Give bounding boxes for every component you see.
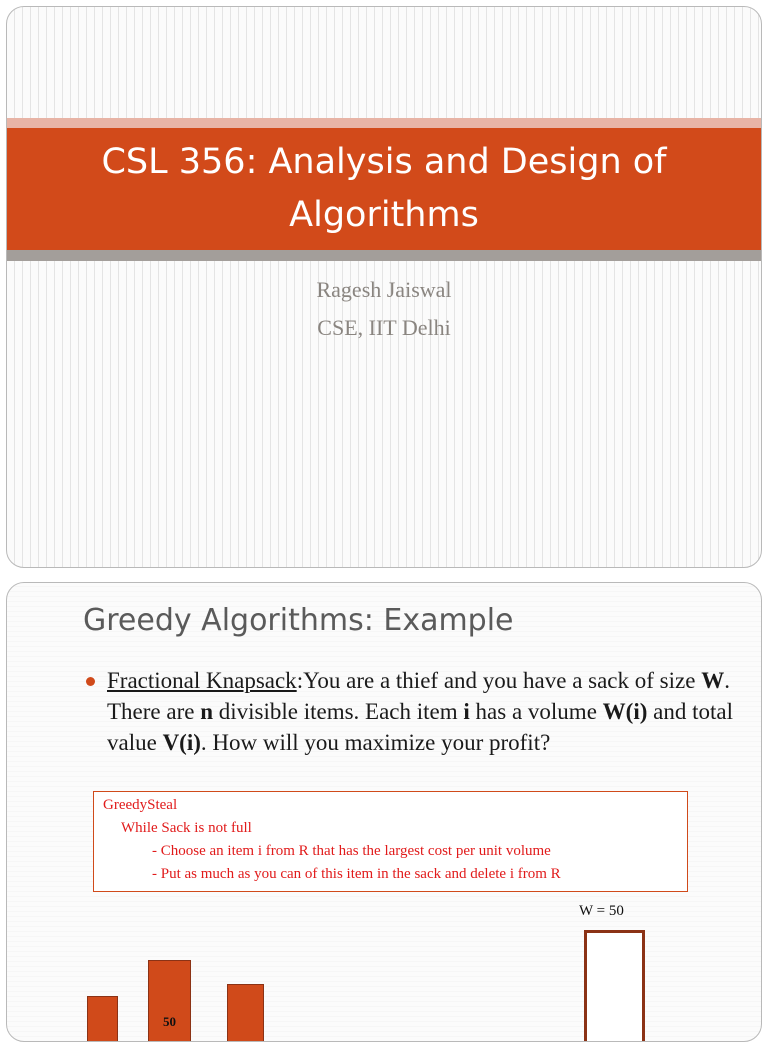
slide-title: CSL 356: Analysis and Design of Algorithms (101, 142, 667, 235)
algorithm-box (93, 791, 688, 892)
symbol-w-of-i: W(i) (602, 699, 648, 724)
bullet-icon (86, 677, 95, 686)
content-slide (6, 582, 762, 1042)
bullet-text-part: has a volume (469, 699, 603, 724)
sack-capacity-label: W = 50 (579, 903, 624, 919)
symbol-v-of-i: V(i) (162, 730, 201, 755)
symbol-i: i (463, 699, 470, 724)
item-label: 50 (163, 1014, 176, 1029)
title-band (7, 128, 761, 250)
bullet-text-part: divisible items. Each item (213, 699, 464, 724)
algorithm-line-name: GreedySteal (103, 797, 178, 813)
bullet-text-part: . How will you maximize your profit? (200, 730, 551, 755)
author-affiliation: CSE, IIT Delhi (317, 315, 451, 340)
algorithm-line-loop: While Sack is not full (121, 820, 252, 836)
item-block-1 (87, 996, 118, 1042)
algorithm-line-put: - Put as much as you can of this item in the sack and delete i from R (152, 866, 561, 882)
bullet-paragraph (107, 665, 737, 758)
author-name: Ragesh Jaiswal (316, 277, 452, 302)
symbol-w: W (701, 668, 725, 693)
bullet-text-part: . There are (107, 668, 730, 724)
item-block-2 (148, 960, 191, 1042)
sack-container (584, 930, 645, 1042)
term-fractional-knapsack: Fractional Knapsack (107, 668, 297, 693)
title-slide (6, 6, 762, 568)
algorithm-line-choose: - Choose an item i from R that has the largest cost per unit volume (152, 843, 551, 859)
bullet-text-part: :You are a thief and you have a sack of size (296, 668, 702, 693)
item-block-3 (227, 984, 264, 1042)
bullet-text-part: and total value (107, 699, 733, 755)
title-band-shadow (7, 250, 761, 261)
slide-heading: Greedy Algorithms: Example (83, 603, 514, 638)
symbol-n: n (200, 699, 213, 724)
